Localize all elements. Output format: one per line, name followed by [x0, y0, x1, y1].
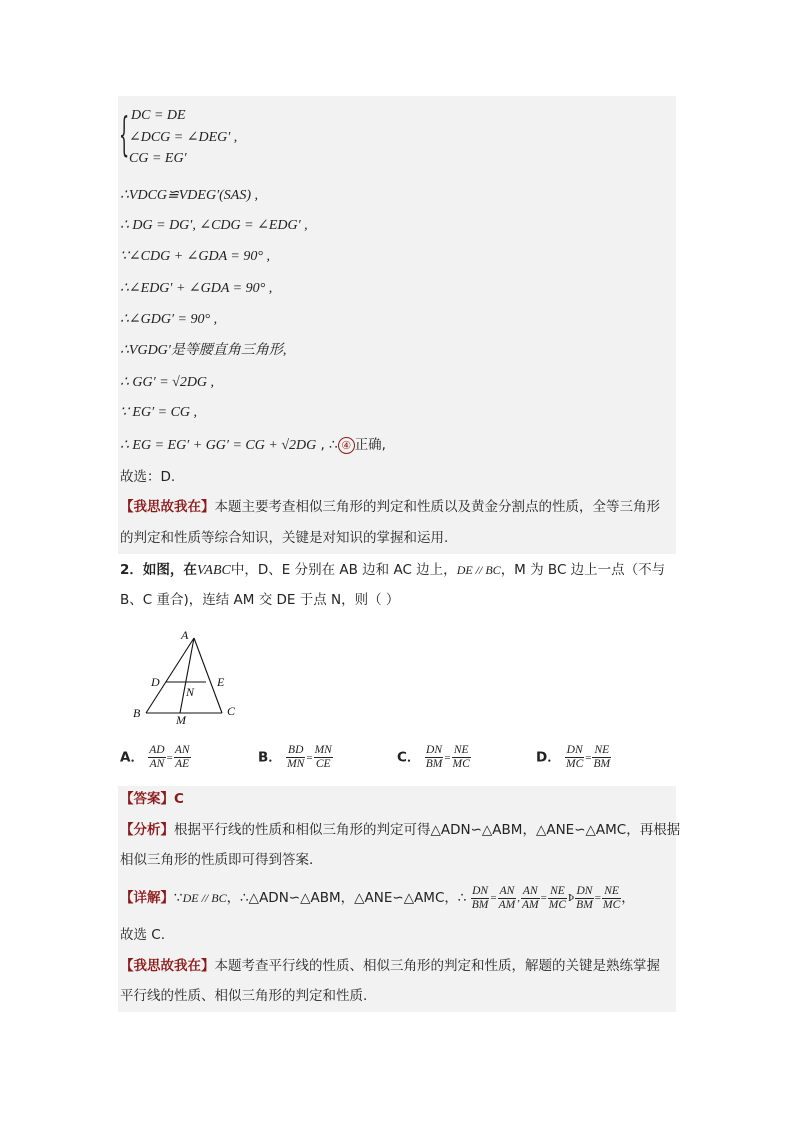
- proof-line-9: [120, 435, 386, 456]
- analysis-text-1: 根据平行线的性质和相似三角形的判定可得△ADN∽△ABM，△ANE∽△AMC，再根据: [174, 822, 681, 838]
- answer-line: [120, 789, 184, 809]
- segment-am: [180, 638, 194, 713]
- option-c-rd: MC: [452, 758, 470, 770]
- proof-line-5: ∴∠GDG′ = 90° ,: [120, 312, 218, 327]
- question-text-a: 中，D、E 分别在 AB 边和 AC 边上，: [230, 562, 457, 578]
- option-d-ld: MC: [566, 758, 584, 770]
- question-line-1: [120, 560, 665, 581]
- option-b-ln: BD: [288, 744, 304, 756]
- question-number: 2．如图，在: [120, 562, 197, 578]
- answer-value: C: [174, 791, 184, 807]
- detail-f4-num: NE: [548, 885, 567, 899]
- proof-line-9-math: ∴ EG = EG′ + GG′ = CG + √2DG: [120, 438, 317, 453]
- proof-line-7: ∴ GG′ = √2DG ,: [120, 375, 215, 390]
- detail-f4-den: MC: [548, 898, 567, 911]
- system-line-1: DC = DE: [131, 108, 186, 123]
- detail-f2-num: AN: [499, 884, 515, 897]
- summary-text-1: 本题主要考查相似三角形的判定和性质以及黄金分割点的性质，全等三角形: [214, 499, 660, 515]
- label-m: M: [176, 713, 186, 727]
- side-ab: [146, 638, 194, 713]
- system-line-3: CG = EG′: [129, 151, 187, 166]
- side-ac: [194, 638, 222, 713]
- detail-f3-num: AN: [522, 884, 538, 897]
- system-line-2: ∠DCG = ∠DEG′ ,: [129, 130, 238, 145]
- proof-line-6: ∴VGDG′是等腰直角三角形,: [120, 343, 287, 358]
- label-d: D: [151, 675, 160, 689]
- label-b: B: [133, 706, 141, 720]
- reflection-tag: 【我思故我在】: [120, 958, 215, 974]
- summary-line-2: 的判定和性质等综合知识，关键是对知识的掌握和运用.: [120, 530, 449, 546]
- system-brace: {: [119, 107, 130, 161]
- option-d-rn: NE: [594, 744, 610, 756]
- question-text-b: ，M 为 BC 边上一点（不与: [500, 562, 666, 578]
- proof-line-4: ∴∠EDG′ + ∠GDA = 90° ,: [120, 281, 273, 296]
- option-c-rn: NE: [452, 744, 471, 758]
- detail-f6-num: NE: [602, 885, 621, 899]
- detail-tag: 【详解】: [120, 890, 174, 906]
- option-c-ln: DN: [426, 744, 443, 756]
- detail-f1-num: DN: [472, 884, 489, 897]
- detail-f5-num: DN: [576, 884, 593, 897]
- detail-f3-den: AM: [521, 898, 539, 911]
- analysis-line-1: [120, 820, 680, 840]
- reflection-text-1: 本题考查平行线的性质、相似三角形的判定和性质，解题的关键是熟练掌握: [214, 958, 660, 974]
- detail-because: ∵: [174, 890, 183, 906]
- option-c-ld: BM: [425, 758, 443, 770]
- option-c-label: C．: [397, 749, 421, 766]
- label-c: C: [227, 704, 236, 718]
- reflection-line-2: 平行线的性质、相似三角形的判定和性质.: [120, 988, 368, 1004]
- proof-line-9-sep: , ∴: [316, 437, 338, 453]
- option-b[interactable]: B． $\frac{BD}{MN}$ = $\frac{MN}{CE}$: [258, 744, 332, 770]
- detail-f2-den: AM: [498, 898, 516, 911]
- option-a-rn: AN: [174, 744, 190, 756]
- option-d-rd: BM: [593, 758, 611, 770]
- option-b-rd: CE: [315, 758, 331, 770]
- option-a-ld: AN: [149, 758, 165, 770]
- detail-f1-den: BM: [471, 898, 489, 911]
- proof-line-1: ∴VDCG≌VDEG′(SAS) ,: [120, 188, 259, 203]
- detail-f5-den: BM: [576, 898, 593, 911]
- option-a[interactable]: A． $\frac{AD}{AN}$ = $\frac{AN}{AE}$: [120, 744, 190, 770]
- analysis-line-2: 相似三角形的性质即可得到答案.: [120, 852, 314, 868]
- option-d-ln: DN: [566, 744, 583, 756]
- question-line-2: B、C 重合)，连结 AM 交 DE 于点 N，则（ ）: [120, 592, 400, 608]
- label-n: N: [186, 685, 195, 699]
- label-e: E: [217, 675, 225, 689]
- option-b-ld: MN: [287, 758, 305, 770]
- choice-d: 故选：D.: [120, 469, 176, 485]
- circled-four: ④: [338, 437, 355, 454]
- proof-line-9-tail: 正确,: [354, 437, 386, 453]
- option-a-label: A．: [120, 749, 144, 766]
- option-d[interactable]: D． $\frac{DN}{MC}$ = $\frac{NE}{BM}$: [536, 744, 611, 770]
- detail-choice: 故选 C.: [120, 927, 166, 943]
- analysis-tag: 【分析】: [120, 822, 174, 838]
- proof-line-3: ∵∠CDG + ∠GDA = 90° ,: [120, 249, 270, 264]
- question-triangle: VABC: [196, 563, 231, 578]
- detail-line: 【详解】∵DE // BC，∴△ADN∽△ABM，△ANE∽△AMC，∴ $\frac{DN}{BM}$ = $\frac{AN}{AM}$ , $\frac{AN}{AM}$ = $\frac{NE}{MC}$ Þ $\frac{DN}{BM}$ = $\frac{NE}{MC}$ ，: [120, 884, 635, 911]
- question-parallel: DE // BC: [456, 563, 501, 577]
- detail-implies: Þ: [568, 892, 575, 904]
- reflection-line-1: [120, 956, 660, 976]
- label-a: A: [181, 628, 189, 642]
- answer-tag: 【答案】: [120, 791, 174, 807]
- option-b-label: B．: [258, 749, 282, 766]
- detail-text-a: ，∴△ADN∽△ABM，△ANE∽△AMC，∴: [226, 890, 467, 906]
- option-d-label: D．: [536, 749, 561, 766]
- detail-f6-den: MC: [603, 898, 621, 911]
- detail-end: ，: [621, 890, 635, 906]
- proof-line-2: ∴ DG = DG′, ∠CDG = ∠EDG′ ,: [120, 218, 308, 233]
- summary-tag: 【我思故我在】: [120, 499, 215, 515]
- option-b-rn: MN: [314, 744, 332, 756]
- proof-line-8: ∵ EG′ = CG ,: [120, 405, 198, 420]
- option-a-rd: AE: [175, 758, 190, 770]
- option-c[interactable]: C． $\frac{DN}{BM}$ = $\frac{NE}{MC}$: [397, 744, 470, 770]
- detail-parallel: DE // BC: [182, 891, 227, 905]
- summary-line-1: [120, 497, 660, 517]
- option-a-ln: AD: [149, 744, 165, 756]
